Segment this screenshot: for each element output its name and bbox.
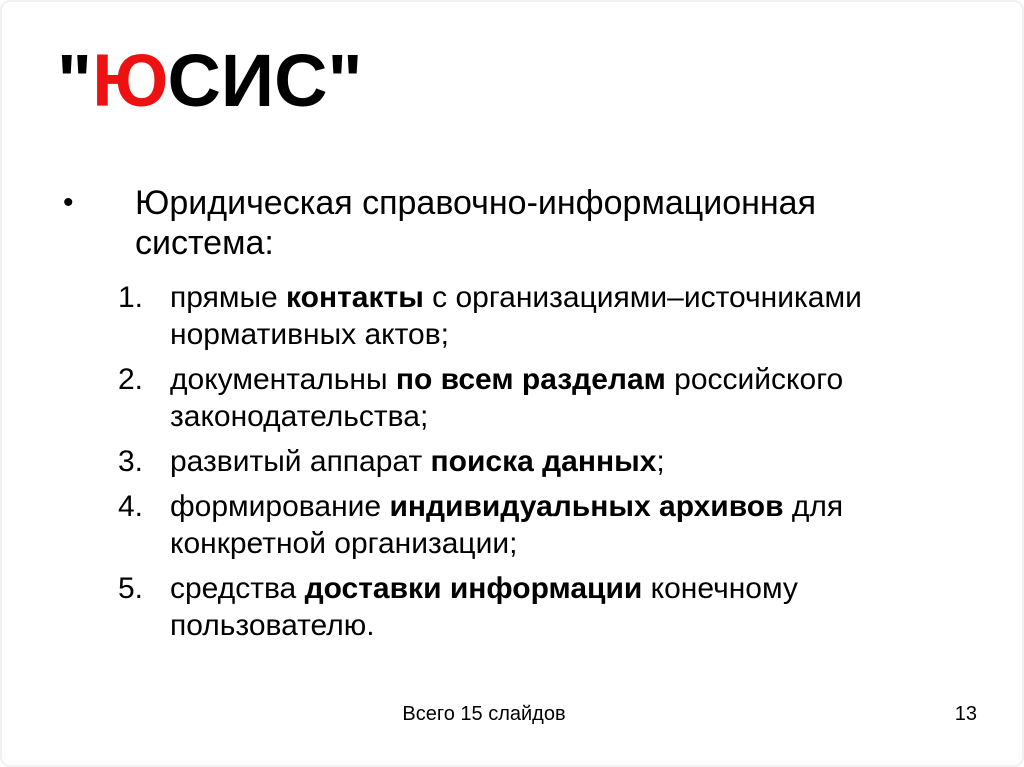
slide-footer	[0, 703, 1024, 726]
list-item-text: формирование индивидуальных архивов для конкретной организации;	[170, 490, 844, 560]
list-item-number: 1.	[118, 281, 144, 314]
bullet-item	[63, 183, 963, 263]
numbered-list	[63, 279, 963, 644]
list-item-text: прямые контакты с организациями–источниками нормативных актов;	[170, 281, 862, 351]
page-number: 13	[954, 703, 977, 725]
list-item-number: 4.	[118, 490, 144, 523]
list-item	[118, 488, 963, 562]
title-highlight-letter: Ю	[92, 39, 168, 122]
title-open-quote: "	[57, 39, 93, 122]
list-item-number: 3.	[118, 445, 144, 478]
list-item	[118, 443, 963, 480]
slide-title	[57, 39, 363, 122]
list-item-text: развитый аппарат поиска данных;	[170, 445, 665, 478]
list-item-text: средства доставки информации конечному пользователю.	[170, 572, 798, 642]
list-item	[118, 361, 963, 435]
list-item-number: 2.	[118, 363, 144, 396]
slide-body	[63, 183, 963, 652]
list-item-text: документальны по всем разделам российского законодательства;	[170, 363, 844, 433]
list-item-number: 5.	[118, 572, 144, 605]
list-item	[118, 279, 963, 353]
footer-text: Всего 15 слайдов	[402, 703, 566, 725]
bullet-marker: •	[63, 186, 74, 219]
bullet-text: Юридическая справочно-информационная система:	[135, 184, 816, 262]
title-rest: СИС"	[167, 39, 363, 122]
list-item	[118, 570, 963, 644]
